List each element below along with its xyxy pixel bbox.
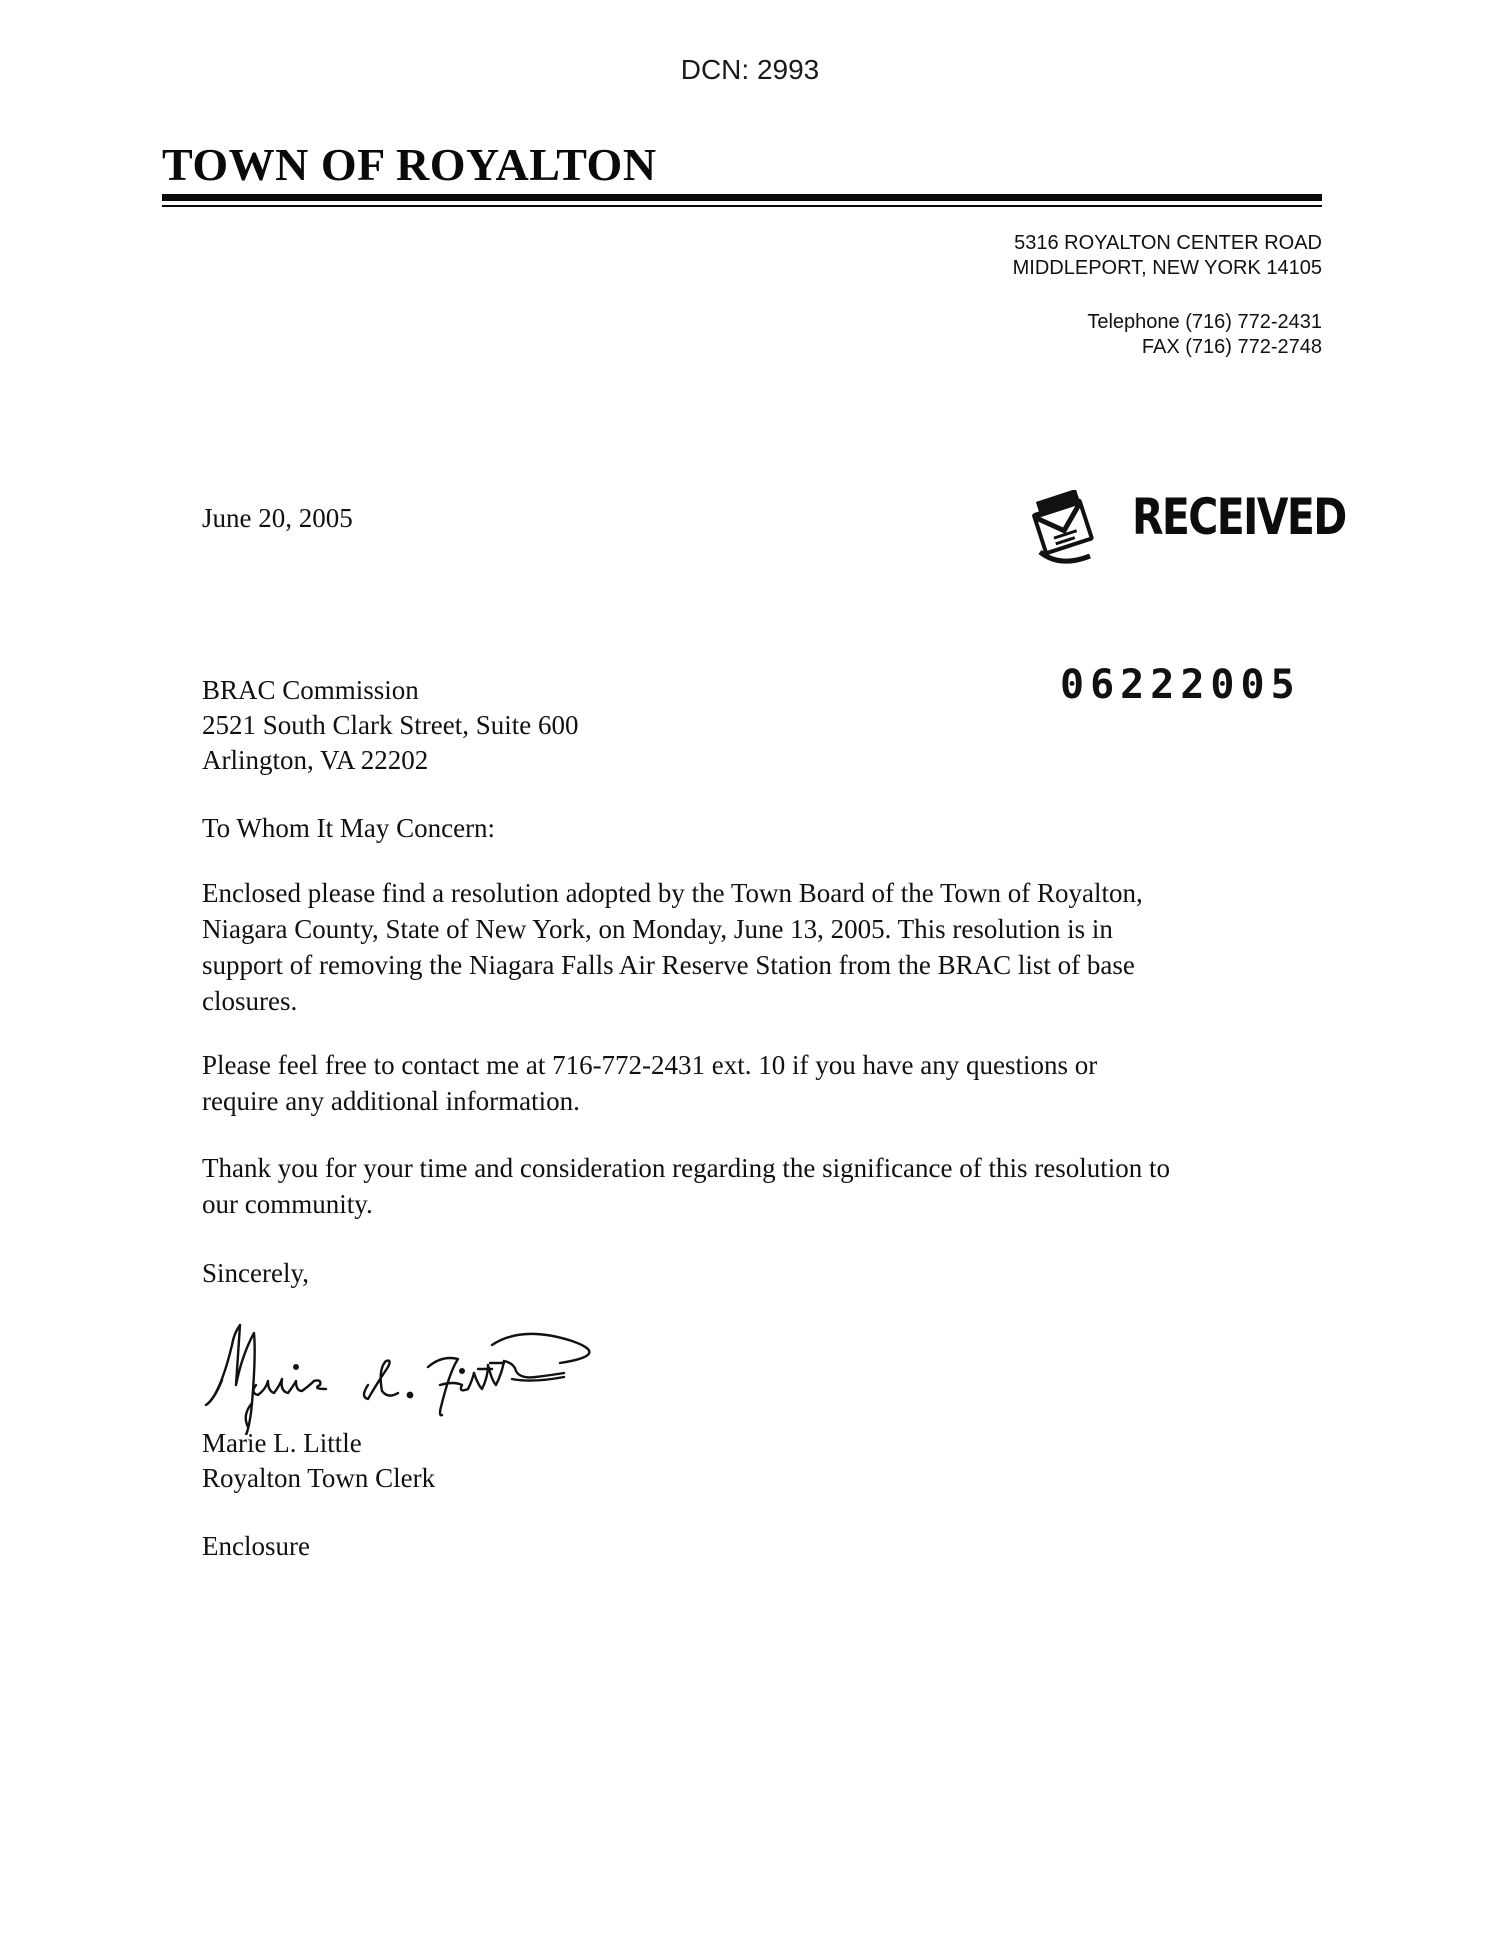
address-line-2: MIDDLEPORT, NEW YORK 14105 bbox=[1012, 257, 1322, 279]
paragraph-1-line-2: Niagara County, State of New York, on Monday, June 13, 2005. This resolution is in bbox=[202, 914, 1113, 944]
letter-date: June 20, 2005 bbox=[202, 503, 353, 533]
paragraph-2-line-2: require any additional information. bbox=[202, 1086, 580, 1116]
telephone-line: Telephone (716) 772-2431 bbox=[1087, 311, 1322, 333]
letterhead-rule-thin bbox=[162, 205, 1322, 207]
paragraph-3-line-2: our community. bbox=[202, 1189, 373, 1219]
recipient-line-2: 2521 South Clark Street, Suite 600 bbox=[202, 710, 579, 740]
received-stamp-label: RECEIVED bbox=[1132, 488, 1346, 546]
fax-line: FAX (716) 772-2748 bbox=[1141, 336, 1322, 358]
handwritten-signature bbox=[192, 1285, 622, 1435]
salutation: To Whom It May Concern: bbox=[202, 813, 496, 843]
paragraph-1-line-1: Enclosed please find a resolution adopted by the Town Board of the Town of Royalton, bbox=[202, 878, 1143, 908]
paragraph-3-line-1: Thank you for your time and consideration regarding the significance of this resolution to bbox=[202, 1153, 1170, 1183]
dcn-label: DCN: 2993 bbox=[680, 54, 820, 85]
enclosure-note: Enclosure bbox=[202, 1531, 310, 1561]
received-stamp-date: 06222005 bbox=[1060, 662, 1301, 708]
mail-envelope-icon bbox=[1030, 490, 1102, 570]
paragraph-1-line-4: closures. bbox=[202, 986, 298, 1016]
paragraph-1-line-3: support of removing the Niagara Falls Air Reserve Station from the BRAC list of base bbox=[202, 950, 1135, 980]
address-line-1: 5316 ROYALTON CENTER ROAD bbox=[1014, 232, 1322, 254]
signer-name: Marie L. Little bbox=[202, 1428, 362, 1458]
letterhead-rule-thick bbox=[162, 194, 1322, 201]
signer-title: Royalton Town Clerk bbox=[202, 1463, 436, 1493]
recipient-line-3: Arlington, VA 22202 bbox=[202, 745, 429, 775]
letterhead-title: TOWN OF ROYALTON bbox=[162, 139, 657, 190]
recipient-line-1: BRAC Commission bbox=[202, 675, 419, 705]
paragraph-2-line-1: Please feel free to contact me at 716-772-2431 ext. 10 if you have any questions or bbox=[202, 1050, 1098, 1080]
closing: Sincerely, bbox=[202, 1258, 309, 1288]
